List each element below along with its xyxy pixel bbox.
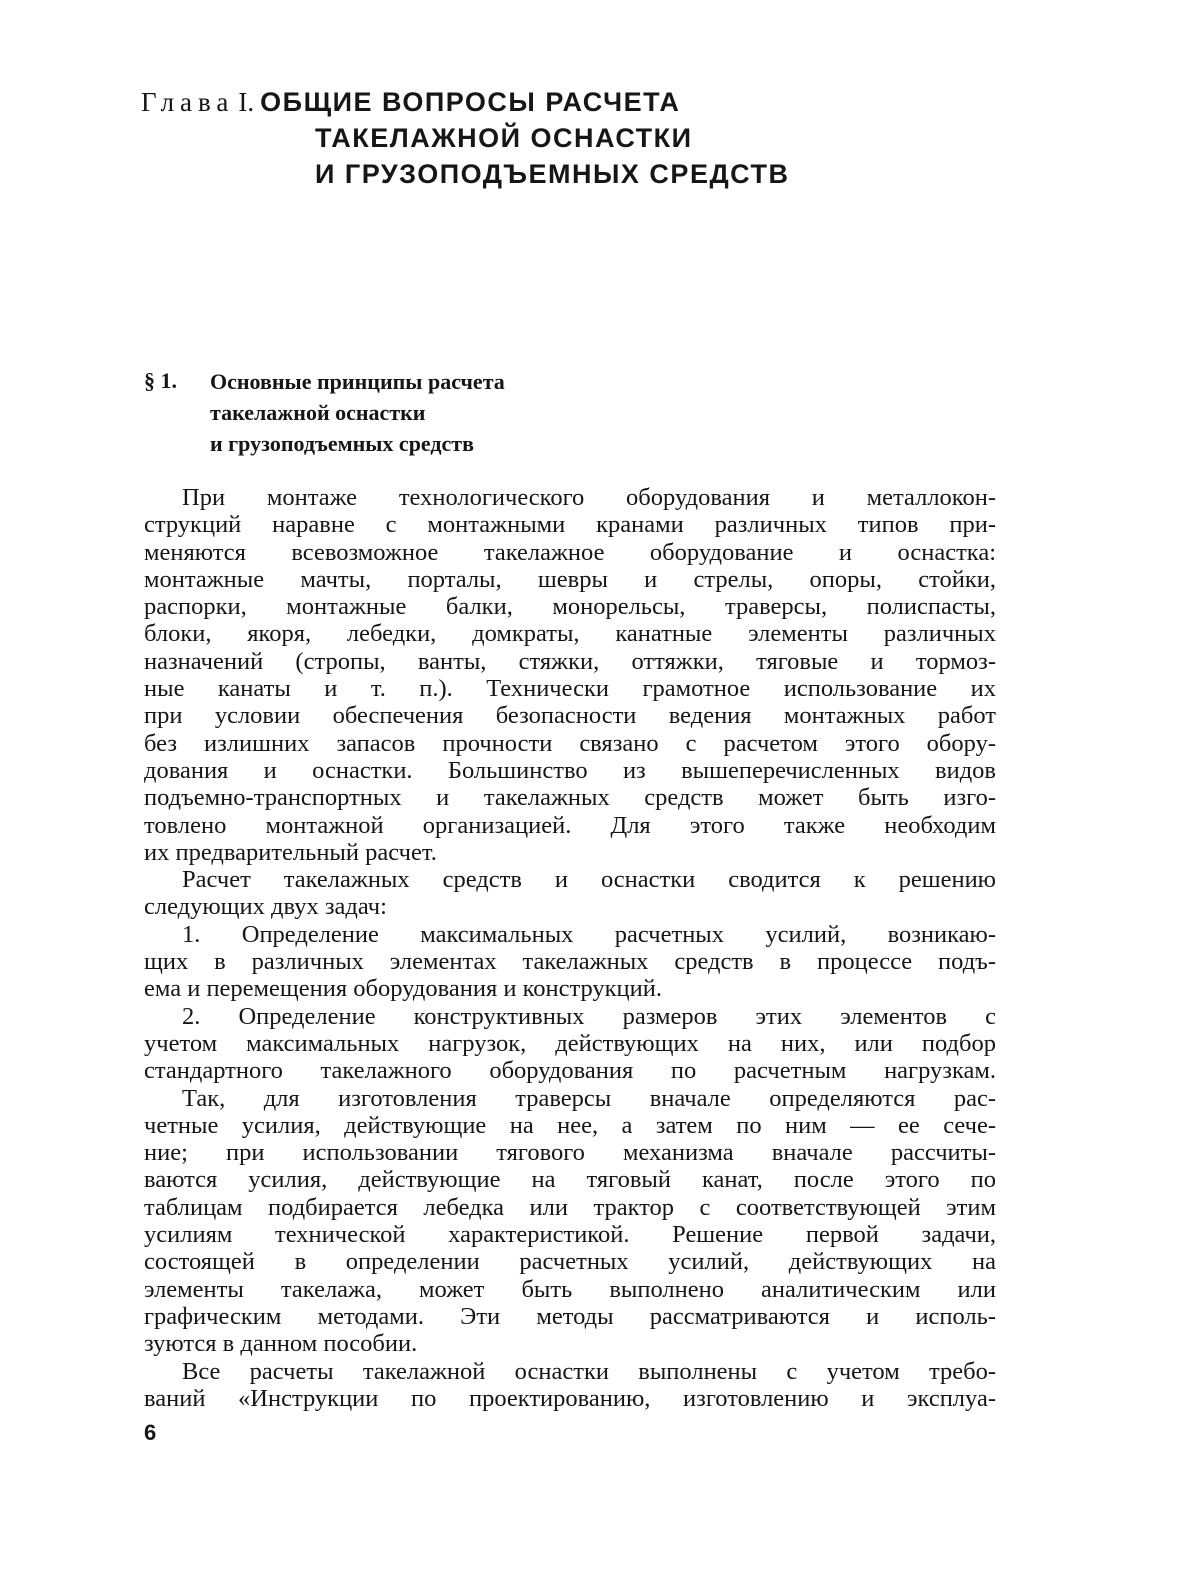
chapter-title [260,84,680,120]
text-line: струкций наравне с монтажными кранами различных типов при- [144,511,996,539]
text-line: назначений (стропы, ванты, стяжки, оттяжки, тяговые и тормоз- [144,647,996,675]
text-line: Все расчеты такелажной оснастки выполнены с учетом требо- [182,1357,996,1385]
text-line: блоки, якоря, лебедки, домкраты, канатные элементы различных [144,620,996,648]
text-line: следующих двух задач: [144,893,387,921]
text-line: таблицам подбирается лебедка или трактор с соответствующей этим [144,1193,996,1221]
text-line: распорки, монтажные балки, монорельсы, траверсы, полиспасты, [144,593,996,621]
text-line: ваний «Инструкции по проектированию, изготовлению и эксплуа- [144,1384,996,1412]
chapter-heading [141,84,901,192]
text-line: монтажные мачты, порталы, шевры и стрелы, опоры, стойки, [144,565,996,593]
page-number: 6 [144,1420,157,1445]
text-line: дования и оснастки. Большинство из вышеперечисленных видов [144,756,996,784]
chapter-title-line: ОБЩИЕ ВОПРОСЫ РАСЧЕТА [260,87,681,117]
text-line: их предварительный расчет. [144,838,437,866]
chapter-title-line: И ГРУЗОПОДЪЕМНЫХ СРЕДСТВ [315,159,790,189]
text-line: зуются в данном пособии. [144,1330,418,1358]
section-title-line: Основные принципы расчета [210,369,505,394]
text-line: ема и перемещения оборудования и конструкций. [144,975,663,1003]
text-line: ные канаты и т. п.). Технически грамотное использование их [144,675,996,703]
text-line: ваются усилия, действующие на тяговый канат, после этого по [144,1166,996,1194]
text-line: ние; при использовании тягового механизма вначале рассчиты- [144,1139,996,1167]
chapter-title-continued [141,120,901,192]
text-line: при условии обеспечения безопасности ведения монтажных работ [144,702,996,730]
text-line: стандартного такелажного оборудования по расчетным нагрузкам. [144,1057,996,1085]
section-title [210,366,505,459]
text-line: Расчет такелажных средств и оснастки сводится к решению [182,866,996,894]
text-line: товлено монтажной организацией. Для этого также необходим [144,811,996,839]
section-number: § 1. [144,368,177,393]
chapter-number: I. [238,87,255,117]
text-line: состоящей в определении расчетных усилий, действующих на [144,1248,996,1276]
section-title-line: такелажной оснастки [210,400,426,425]
chapter-prefix: Глава [141,87,235,117]
text-line: четные усилия, действующие на нее, а затем по ним — ее сече- [144,1111,996,1139]
text-line: 1. Определение максимальных расчетных усилий, возникаю- [182,920,996,948]
text-line: При монтаже технологического оборудования и металлокон- [182,484,996,511]
text-line: подъемно-транспортных и такелажных средств может быть изго- [144,784,996,812]
section-title-line: и грузоподъемных средств [210,431,474,456]
text-line: 2. Определение конструктивных размеров этих элементов с [182,1002,996,1030]
chapter-title-line: ТАКЕЛАЖНОЙ ОСНАСТКИ [315,123,693,153]
text-line: графическим методами. Эти методы рассматриваются и исполь- [144,1302,996,1330]
text-line: усилиям технической характеристикой. Решение первой задачи, [144,1221,996,1249]
body-text [144,484,996,1412]
text-line: щих в различных элементах такелажных средств в процессе подъ- [144,948,996,976]
text-line: без излишних запасов прочности связано с расчетом этого обору- [144,729,996,757]
section-heading [144,366,744,459]
text-line: учетом максимальных нагрузок, действующих на них, или подбор [144,1029,996,1057]
text-line: Так, для изготовления траверсы вначале определяются рас- [182,1084,996,1112]
text-line: меняются всевозможное такелажное оборудование и оснастка: [144,538,996,566]
text-line: элементы такелажа, может быть выполнено аналитическим или [144,1275,996,1303]
